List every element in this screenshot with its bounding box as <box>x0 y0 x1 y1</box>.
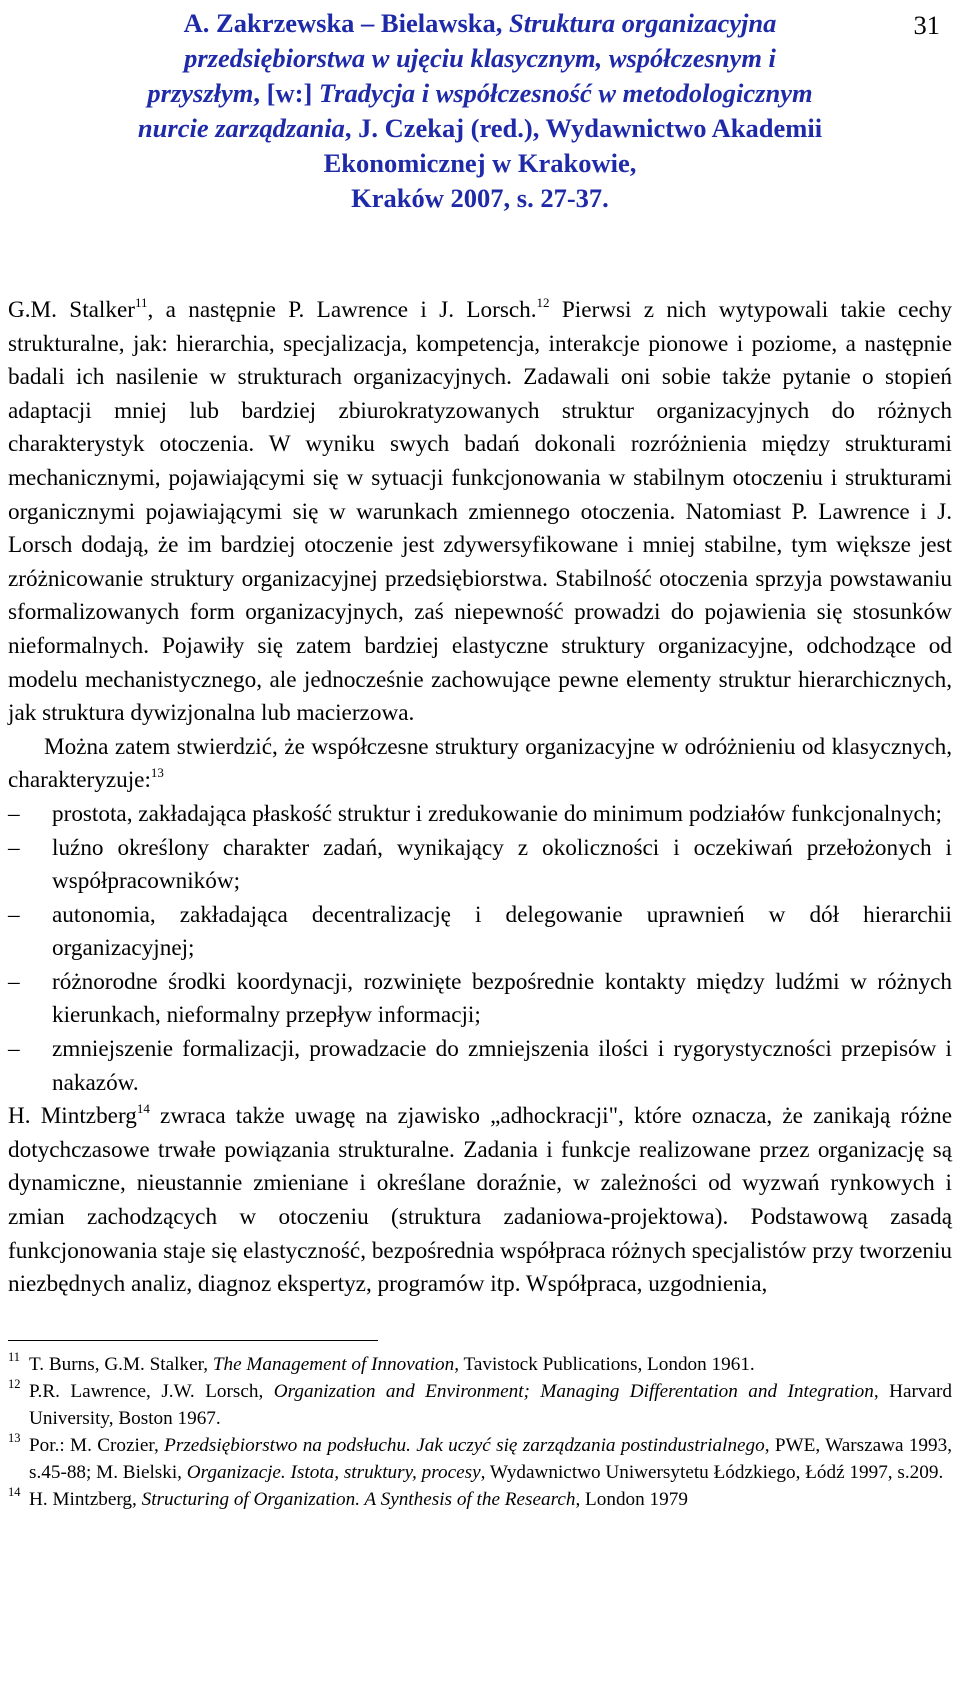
citation-header <box>8 4 952 216</box>
paragraph-1: G.M. Stalker$^{11}$, a następnie P. Lawrence i J. Lorsch.$^{12}$ Pierwsi z nich wytypowali takie cechy strukturalne, jak: hierarchia, specjalizacja, kompetencja, interakcje pionowe i poziome, a następnie badali ich nasilenie w strukturach organizacyjnych. Zadawali oni sobie także pytanie o stopień adaptacji mniej lub bardziej zbiurokratyzowanych struktur organizacyjnych do różnych charakterystyk otoczenia. W wyniku swych badań dokonali rozróżnienia między strukturami mechanicznymi, pojawiającymi się w sytuacji funkcjonowania w stabilnym otoczeniu i strukturami organicznymi pojawiającymi się w warunkach zmiennego otoczenia. Natomiast P. Lawrence i J. Lorsch dodają, że im bardziej otoczenie jest zdywersyfikowane i mniej stabilne, tym większe jest zróżnicowanie struktury organizacyjnej przedsiębiorstwa. Stabilność otoczenia sprzyja powstawaniu sformalizowanych form organizacyjnych, zaś niepewność prowadzi do pojawienia się stosunków nieformalnych. Pojawiły się zatem bardziej elastyczne struktury organizacyjne, odchodzące od modelu mechanistycznego, ale jednocześnie zachowujące pewne elementy struktur hierarchicznych, jak struktura dywizjonalna lub macierzowa. <box>8 295 952 727</box>
footnotes <box>8 1351 952 1513</box>
paragraph-3: H. Mintzberg$^{14}$ zwraca także uwagę na zjawisko „adhockracji", które oznacza, że zanikają różne dotychczasowe trwałe powiązania strukturalne. Zadania i funkcje realizowane przez organizację są dynamiczne, nieustannie zmieniane i określane doraźnie, w zależności od wyzwań rynkowych i zmian zachodzących w otoczeniu (struktura zadaniowa-projektowa). Podstawową zasadą funkcjonowania staje się elastyczność, bezpośrednia współpraca różnych specjalistów przy tworzeniu niezbędnych analiz, diagnoz ekspertyz, programów itp. Współpraca, uzgodnienia, <box>8 1101 952 1298</box>
footnote-11: 11 T. Burns, G.M. Stalker, The Management of Innovation, Tavistock Publications, London 1961. <box>8 1349 755 1375</box>
footnote-ref-14[interactable]: 14 <box>136 1101 150 1117</box>
citation-book-title: Tradycja i współczesność w metodologicznym <box>318 78 813 108</box>
footnote-number: 11 <box>8 1349 21 1364</box>
citation-publisher-cont: Ekonomicznej w Krakowie, <box>323 148 637 178</box>
body-text <box>8 294 952 1302</box>
citation-in: , [w:] <box>253 78 319 108</box>
footnote-ref-12[interactable]: 12 <box>536 295 550 310</box>
list-item: – prostota, zakładająca płaskość struktur i zredukowanie do minimum podziałów funkcjonalnych; <box>8 798 952 832</box>
list-item: – zmniejszenie formalizacji, prowadzacie do zmniejszenia ilości i rygorystyczności przepisów i nakazów. <box>8 1033 952 1100</box>
dash-bullet: – <box>8 800 20 827</box>
list-item: – luźno określony charakter zadań, wynikający z okoliczności i oczekiwań przełożonych i współpracowników; <box>8 832 952 899</box>
dash-bullet: – <box>8 968 20 995</box>
footnote-12: 12 P.R. Lawrence, J.W. Lorsch, Organization and Environment; Managing Differentation and Integration, Harvard University, Boston 1967. <box>8 1376 953 1429</box>
footnote-14: 14 H. Mintzberg, Structuring of Organization. A Synthesis of the Research, London 1979 <box>8 1484 688 1510</box>
citation-article-title-cont: przedsiębiorstwa w ujęciu klasycznym, współczesnym i <box>184 43 776 73</box>
footnote-separator <box>8 1340 378 1341</box>
dash-bullet: – <box>8 901 20 928</box>
citation-title <box>40 4 920 216</box>
citation-article-title-end: przyszłym <box>147 78 254 108</box>
citation-article-title: Struktura organizacyjna <box>509 8 777 38</box>
footnote-number: 13 <box>8 1430 21 1445</box>
footnote-number: 14 <box>8 1484 21 1499</box>
footnote-ref-11[interactable]: 11 <box>134 295 148 310</box>
footnote-number: 12 <box>8 1376 21 1391</box>
dash-bullet: – <box>8 834 20 861</box>
dash-bullet: – <box>8 1036 20 1063</box>
citation-publisher: , J. Czekaj (red.), Wydawnictwo Akademii <box>344 113 823 143</box>
paragraph-2: Można zatem stwierdzić, że współczesne struktury organizacyjne w odróżnieniu od klasycznych, charakteryzuje:$^{13}$ <box>8 733 952 794</box>
footnote-ref-13[interactable]: 13 <box>150 765 164 781</box>
citation-author: A. Zakrzewska – Bielawska, <box>183 8 510 38</box>
citation-place-year: Kraków 2007, s. 27-37. <box>351 183 609 213</box>
list-item: – różnorodne środki koordynacji, rozwinięte bezpośrednie kontakty między ludźmi w różnych kierunkach, nieformalny przepływ informacji; <box>8 966 952 1033</box>
feature-list <box>8 798 952 1100</box>
page-number: 31 <box>913 10 940 40</box>
citation-book-title-end: nurcie zarządzania <box>137 113 345 143</box>
list-item: – autonomia, zakładająca decentralizację i delegowanie uprawnień w dół hierarchii organizacyjnej; <box>8 899 952 966</box>
footnote-13: 13 Por.: M. Crozier, Przedsiębiorstwo na podsłuchu. Jak uczyć się zarządzania postindustrialnego, PWE, Warszawa 1993, s.45-88; M. Bielski, Organizacje. Istota, struktury, procesy, Wydawnictwo Uniwersytetu Łódzkiego, Łódź 1997, s.209. <box>8 1430 952 1483</box>
